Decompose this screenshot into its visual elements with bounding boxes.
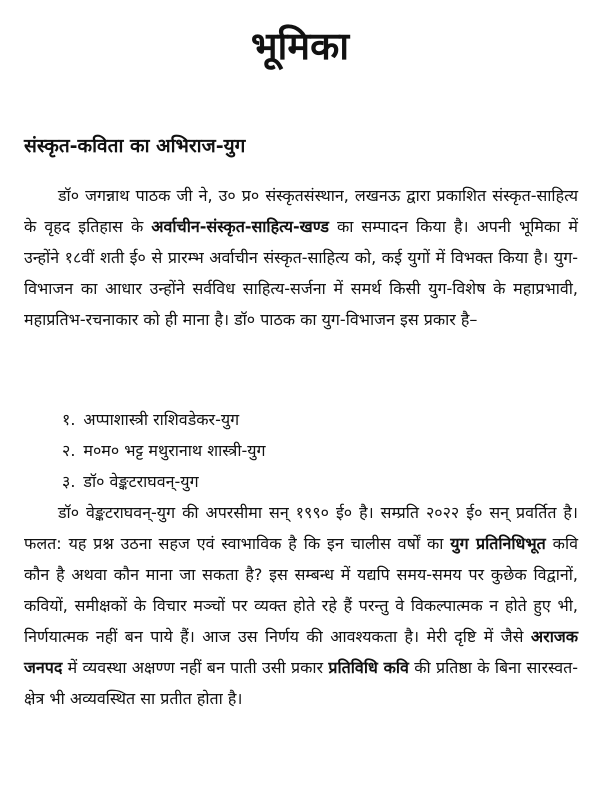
paragraph-text: की प्रतिष्ठा के बिना सारस्वत-क्षेत्र भी अव्यवस्थित सा प्रतीत होता है। [24,658,579,708]
paragraph-conclusion [24,497,578,714]
list-item-text: अप्पाशास्त्री राशिवडेकर-युग [83,410,240,429]
section-heading: संस्कृत-कविता का अभिराज-युग [24,135,246,157]
list-item-number: १. [62,410,76,429]
bold-term: अर्वाचीन-संस्कृत-साहित्य-खण्ड [151,217,329,236]
list-item-number: २. [62,441,76,460]
paragraph-text: कवि कौन है अथवा कौन माना जा सकता है? इस सम्बन्ध में यद्यपि समय-समय पर कुछेक विद्वानों, कवियों, समीक्षकों के विचार मञ्चों पर व्यक्त होते रहे हैं परन्तु वे विकल्पात्मक न होते हुए भी, निर्णयात्मक नहीं बन पाये हैं। आज उस निर्णय की आवश्यकता है। मेरी दृष्टि में जैसे [24,534,578,646]
bold-term: प्रतिविधि कवि [328,658,409,677]
list-item-text: म०म० भट्ट मथुरानाथ शास्त्री-युग [83,441,266,460]
list-item [62,435,562,466]
bold-term: अराजक जनपद [24,627,578,677]
paragraph-text: में व्यवस्था अक्षण्ण नहीं बन पाती उसी प्रकार [62,658,329,677]
list-item [62,404,562,435]
paragraph-text: का सम्पादन किया है। अपनी भूमिका में उन्होंने १८वीं शती ई० से प्रारम्भ अर्वाचीन संस्कृत-साहित्य को, कई युगों में विभक्त किया है। युग-विभाजन का आधार उन्होंने सर्वविध साहित्य-सर्जना में समर्थ किसी युग-विशेष के महाप्रभावी, महाप्रतिभ-रचनाकार को ही माना है। डॉ० पाठक का युग-विभाजन इस प्रकार है– [24,217,578,329]
era-list [62,404,562,497]
list-item-text: डॉ० वेङ्कटराघवन्-युग [83,472,199,491]
bold-term: युग प्रतिनिधिभूत [450,534,546,553]
page-title: भूमिका [250,24,350,68]
paragraph-text: डॉ० जगन्नाथ पाठक जी ने, उ० प्र० संस्कृतसंस्थान, लखनऊ द्वारा प्रकाशित संस्कृत-साहित्य के वृहद इतिहास के [24,186,578,236]
paragraph-intro [24,180,578,335]
paragraph-text: डॉ० वेङ्कटराघवन्-युग की अपरसीमा सन् १९९० ई० है। सम्प्रति २०२२ ई० सन् प्रवर्तित है। फलत: यह प्रश्न उठना सहज एवं स्वाभाविक है कि इन चालीस वर्षों का [24,503,578,553]
list-item-number: ३. [62,472,76,491]
list-item [62,466,562,497]
